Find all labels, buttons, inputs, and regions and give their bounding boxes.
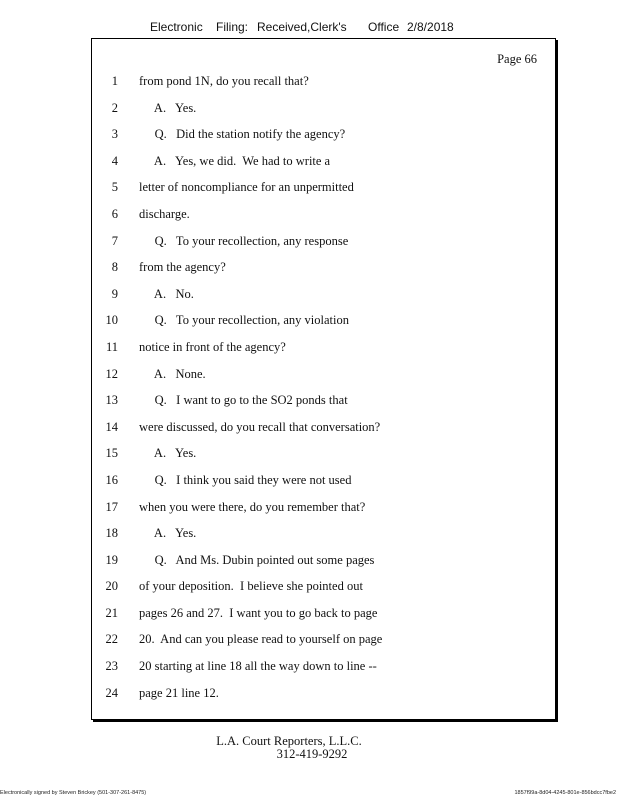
electronic-signature: Electronically signed by Steven Brickey (501-307-261-8475) (0, 790, 147, 796)
line-number: 2 (111, 100, 118, 115)
line-number: 24 (105, 685, 118, 700)
line-number: 13 (105, 393, 118, 408)
line-number: 8 (111, 260, 118, 275)
line-number: 12 (105, 366, 118, 381)
line-number: 19 (105, 552, 118, 567)
transcript-line (92, 605, 555, 632)
transcript-lines (92, 73, 555, 711)
transcript-line (92, 525, 555, 552)
line-number: 22 (105, 632, 118, 647)
line-number: 10 (105, 313, 118, 328)
line-number: 9 (111, 286, 118, 301)
line-text: Q. Did the station notify the agency? (139, 127, 346, 142)
court-reporter-name: L.A. Court Reporters, L.L.C. (216, 734, 362, 748)
line-number: 16 (105, 472, 118, 487)
transcript-line (92, 179, 555, 206)
line-number: 21 (105, 605, 118, 620)
document-id: 1857f99a-8d04-4245-801e-856bdcc7fbe2 (514, 790, 616, 796)
line-number: 20 (105, 579, 118, 594)
line-text: A. Yes. (139, 446, 197, 461)
line-text: notice in front of the agency? (139, 339, 286, 354)
line-number: 1 (111, 74, 118, 88)
line-text: A. Yes. (139, 526, 197, 541)
line-number: 14 (105, 419, 118, 434)
line-text: letter of noncompliance for an unpermitted (139, 180, 354, 195)
line-text: from pond 1N, do you recall that? (139, 74, 309, 88)
transcript-line (92, 312, 555, 339)
line-number: 17 (105, 499, 118, 514)
line-text: A. Yes. (139, 100, 197, 115)
filing-stamp-word: Received,Clerk's (257, 20, 347, 34)
transcript-page (91, 38, 556, 720)
line-text: Q. I think you said they were not used (139, 472, 352, 487)
transcript-line (92, 366, 555, 393)
transcript-line (92, 206, 555, 233)
transcript-line (92, 392, 555, 419)
line-text: discharge. (139, 206, 190, 221)
transcript-line (92, 552, 555, 579)
transcript-line (92, 286, 555, 313)
line-text: 20. And can you please read to yourself on page (139, 632, 383, 647)
line-text: of your deposition. I believe she pointed out (139, 579, 363, 594)
line-number: 11 (105, 339, 118, 354)
transcript-line (92, 658, 555, 685)
filing-stamp-word: Filing: (216, 20, 249, 34)
transcript-line (92, 233, 555, 260)
filing-stamp-word: Office (368, 20, 400, 34)
line-text: page 21 line 12. (139, 685, 219, 700)
transcript-line (92, 126, 555, 153)
line-text: A. No. (139, 286, 194, 301)
line-number: 15 (105, 446, 118, 461)
transcript-line (92, 153, 555, 180)
line-text: from the agency? (139, 260, 226, 275)
transcript-line (92, 685, 555, 712)
line-number: 3 (111, 127, 118, 142)
transcript-line (92, 578, 555, 605)
line-text: A. None. (139, 366, 206, 381)
line-text: Q. To your recollection, any response (139, 233, 349, 248)
line-text: were discussed, do you recall that conversation? (139, 419, 381, 434)
line-text: A. Yes, we did. We had to write a (139, 153, 331, 168)
transcript-line (92, 419, 555, 446)
line-text: Q. I want to go to the SO2 ponds that (139, 393, 348, 408)
line-number: 23 (105, 659, 118, 674)
line-text: when you were there, do you remember that? (139, 499, 366, 514)
line-text: Q. To your recollection, any violation (139, 313, 349, 328)
line-number: 4 (111, 153, 118, 168)
filing-stamp-word: Electronic (150, 20, 203, 34)
line-text: 20 starting at line 18 all the way down to line -- (139, 659, 377, 674)
transcript-line (92, 259, 555, 286)
transcript-line (92, 73, 555, 100)
page-number: Page 66 (497, 52, 537, 66)
transcript-line (92, 445, 555, 472)
transcript-line (92, 499, 555, 526)
line-number: 5 (111, 180, 118, 195)
transcript-line (92, 472, 555, 499)
line-text: pages 26 and 27. I want you to go back to page (139, 605, 378, 620)
filing-stamp-date: 2/8/2018 (407, 20, 454, 34)
court-reporter-phone: 312-419-9292 (276, 747, 348, 761)
line-number: 7 (111, 233, 118, 248)
line-text: Q. And Ms. Dubin pointed out some pages (139, 552, 375, 567)
transcript-line (92, 631, 555, 658)
line-number: 18 (105, 526, 118, 541)
transcript-line (92, 100, 555, 127)
transcript-line (92, 339, 555, 366)
line-number: 6 (111, 206, 118, 221)
